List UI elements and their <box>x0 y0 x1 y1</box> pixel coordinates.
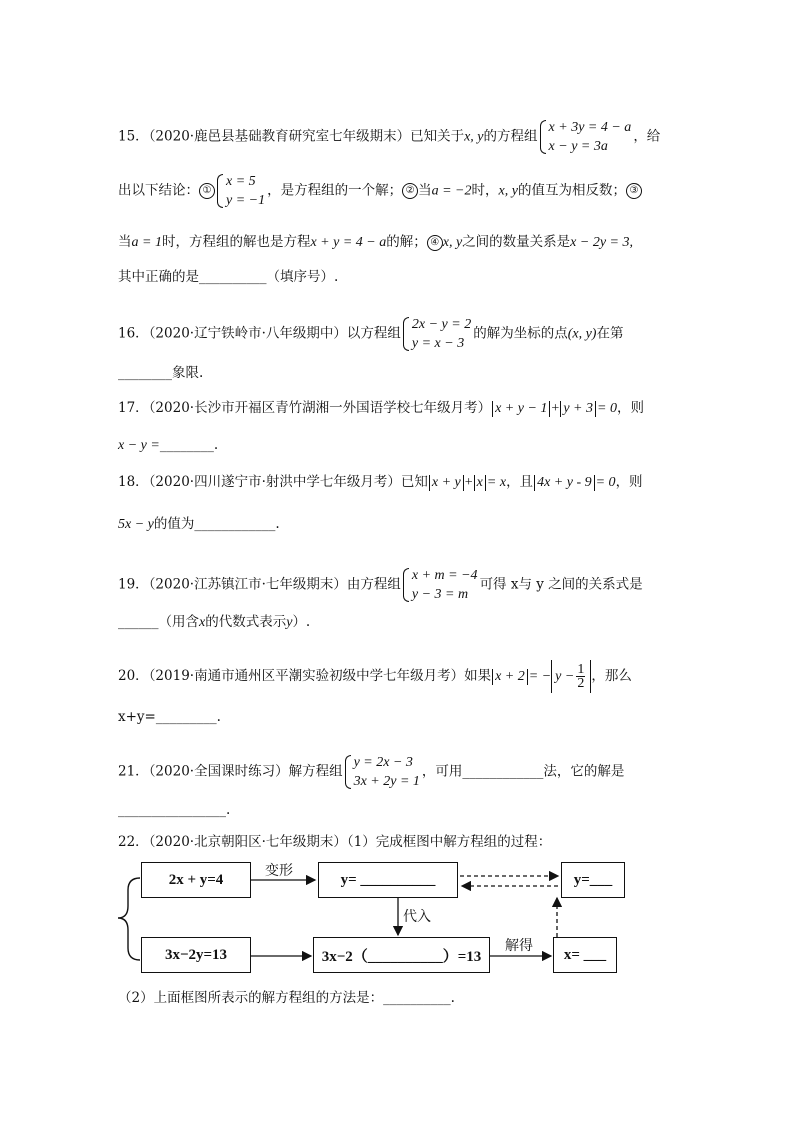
circled-number-icon: ② <box>402 183 418 199</box>
q19-line2: ______（用含x的代数式表示y）. <box>118 614 311 630</box>
q18-line2: 5x − y的值为____________. <box>118 516 280 532</box>
flow-box-x-value: x= ___ <box>553 937 617 973</box>
label-solve: 解得 <box>505 938 533 954</box>
question-number: 15． <box>118 128 149 145</box>
flow-box-y-value: y=___ <box>561 862 625 898</box>
q16-line2: ________象限. <box>118 365 204 381</box>
q15-line1: 15．（2020·鹿邑县基础教育研究室七年级期末）已知关于x, y的方程组 x + 3y = 4 − a x − y = 3a ，给 <box>118 120 661 154</box>
q22-part2: （2）上面框图所表示的解方程组的方法是：__________. <box>118 990 455 1006</box>
label-substitute: 代入 <box>403 909 431 925</box>
q20-line1: 20．（2019·南通市通州区平潮实验初级中学七年级月考）如果 x + 2 = − y − $\frac{1}{2}$ ，那么 <box>118 662 632 691</box>
q21-line1: 21．（2020·全国课时练习）解方程组 y = 2x − 3 3x + 2y = 1 ，可用____________法，它的解是 <box>118 755 625 789</box>
question-source: （2020·鹿邑县基础教育研究室七年级期末） <box>148 128 411 145</box>
q15-line4: 其中正确的是__________（填序号）. <box>118 269 339 285</box>
circled-number-icon: ④ <box>427 235 443 251</box>
equation-system: x + m = −4 y − 3 = m <box>403 566 478 604</box>
absolute-value: y − $\frac{1}{2}$ <box>551 660 591 693</box>
q17-line2: x − y =________. <box>118 437 219 453</box>
q15-line2: 出以下结论： ① x = 5 y = −1 ，是方程组的一个解； ② 当a = −2时，x, y的值互为相反数； ③ <box>118 172 642 210</box>
equation-system: 2x − y = 2 y = x − 3 <box>403 315 471 353</box>
fraction: $\frac{1}{2}$ <box>577 662 585 691</box>
q21-line2: ________________. <box>118 802 231 818</box>
q18-line1: 18．（2020·四川遂宁市·射洪中学七年级月考）已知 x + y + x = x，且 4x + y - 9 = 0，则 <box>118 474 643 490</box>
flow-box-y-expression: y= __________ <box>318 862 458 898</box>
circled-number-icon: ③ <box>626 183 642 199</box>
flow-box-equation2: 3x−2y=13 <box>141 937 251 973</box>
equation-system: x + 3y = 4 − a x − y = 3a <box>540 118 632 156</box>
q17-line1: 17．（2020·长沙市开福区青竹湖湘一外国语学校七年级月考） x + y − 1 + y + 3 = 0，则 <box>118 400 644 416</box>
q19-line1: 19．（2020·江苏镇江市·七年级期末）由方程组 x + m = −4 y − 3 = m 可得 x与 y 之间的关系式是 <box>118 568 643 602</box>
q15-line3: 当a = 1时，方程组的解也是方程x + y = 4 − a的解； ④ x, y之间的数量关系是x − 2y = 3, <box>118 234 633 250</box>
label-transform: 变形 <box>265 863 293 879</box>
q22-line1: 22．（2020·北京朝阳区·七年级期末）（1）完成框图中解方程组的过程： <box>118 834 552 850</box>
q16-line1: 16．（2020·辽宁铁岭市·八年级期中）以方程组 2x − y = 2 y = x − 3 的解为坐标的点(x, y)在第 <box>118 317 624 351</box>
flow-box-equation1: 2x + y=4 <box>141 862 251 898</box>
circled-number-icon: ① <box>199 183 215 199</box>
equation-system: y = 2x − 3 3x + 2y = 1 <box>345 753 420 791</box>
left-brace <box>118 878 140 960</box>
q20-line2: x+y=_________. <box>118 709 221 725</box>
flow-box-substitution: 3x−2（__________）=13 <box>313 937 490 973</box>
solution-system: x = 5 y = −1 <box>217 172 265 210</box>
